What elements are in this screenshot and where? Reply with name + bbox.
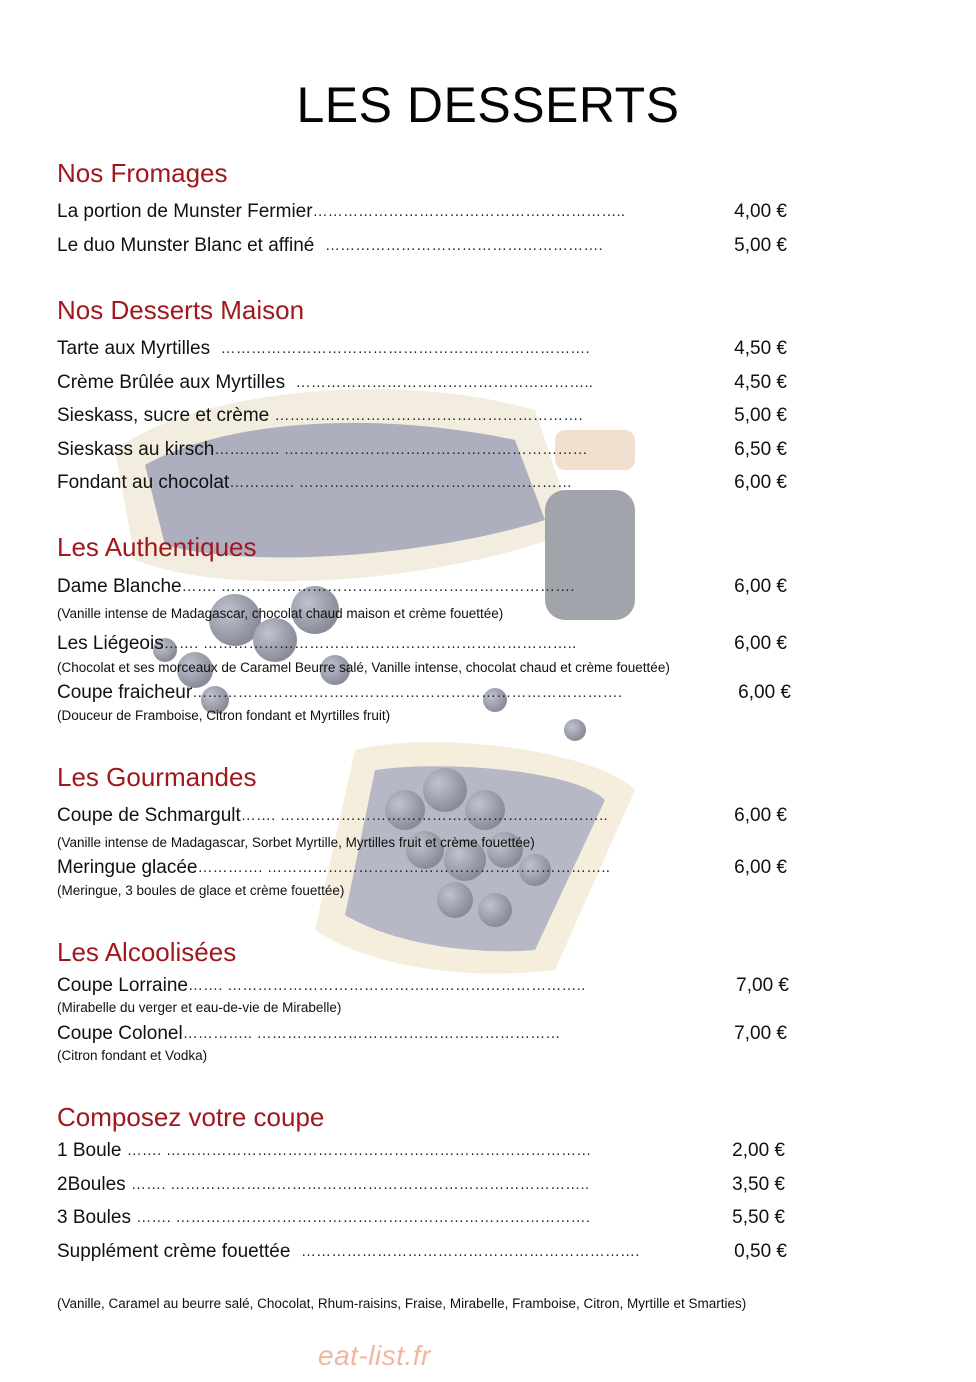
item-description: (Chocolat et ses morceaux de Caramel Beurre salé, Vanille intense, chocolat chaud et crème fouettée)	[57, 660, 670, 675]
item-price: 5,00 €	[734, 235, 787, 256]
menu-item: Tarte aux Myrtilles ……………………………………………………………….	[57, 338, 590, 359]
item-description: (Douceur de Framboise, Citron fondant et Myrtilles fruit)	[57, 708, 391, 723]
item-price: 4,50 €	[734, 372, 787, 393]
item-description: (Vanille intense de Madagascar, chocolat chaud maison et crème fouettée)	[57, 606, 504, 621]
section-heading: Les Authentiques	[57, 532, 257, 562]
item-description: (Citron fondant et Vodka)	[57, 1048, 208, 1063]
item-name: 2Boules	[57, 1174, 126, 1195]
menu-item: Fondant au chocolat…………. ………………………………………………	[57, 472, 573, 493]
menu-item: Les Liégeois……. ………………………………………………………………..	[57, 633, 577, 654]
item-name: Sieskass, sucre et crème	[57, 405, 270, 426]
menu-item: 1 Boule ……. …………………………………………………………………………	[57, 1140, 592, 1161]
watermark-logo: eat-list.fr	[318, 1340, 431, 1371]
menu-item: Le duo Munster Blanc et affiné ……………………………………………….	[57, 235, 603, 256]
menu-item: Sieskass, sucre et crème …………………………………………………….	[57, 405, 583, 426]
menu-item: Crème Brûlée aux Myrtilles …………………………………………………..	[57, 372, 594, 393]
item-price: 6,00 €	[734, 472, 787, 493]
item-name: Coupe Lorraine	[57, 975, 188, 996]
item-description: (Mirabelle du verger et eau-de-vie de Mirabelle)	[57, 1000, 342, 1015]
item-price: 5,50 €	[732, 1207, 785, 1228]
menu-item: Coupe fraicheur………………………………………………………………………….	[57, 682, 623, 703]
item-name: Meringue glacée	[57, 857, 198, 878]
menu-item: 2Boules ……. ………………………………………………………………………..	[57, 1174, 590, 1195]
item-name: 3 Boules	[57, 1207, 131, 1228]
item-name: Le duo Munster Blanc et affiné	[57, 235, 315, 256]
item-name: Sieskass au kirsch	[57, 439, 215, 460]
section-heading: Les Alcoolisées	[57, 937, 237, 967]
item-description: (Vanille intense de Madagascar, Sorbet Myrtille, Myrtilles fruit et crème fouettée)	[57, 835, 535, 850]
item-name: Les Liégeois	[57, 633, 164, 654]
menu-item: Sieskass au kirsch…………. ……………………………………………………	[57, 439, 588, 460]
item-price: 6,00 €	[734, 576, 787, 597]
flavours-note: (Vanille, Caramel au beurre salé, Chocolat, Rhum-raisins, Fraise, Mirabelle, Framboise, Citron, Myrtille et Smarties)	[57, 1296, 747, 1311]
section-heading: Composez votre coupe	[57, 1102, 325, 1132]
section-heading: Nos Fromages	[57, 158, 228, 188]
item-price: 7,00 €	[736, 975, 789, 996]
menu-item: Supplément crème fouettée ………………………………………………………….	[57, 1241, 640, 1262]
item-name: Tarte aux Myrtilles	[57, 338, 211, 359]
item-price: 5,00 €	[734, 405, 787, 426]
item-price: 4,00 €	[734, 201, 787, 222]
item-price: 6,00 €	[734, 633, 787, 654]
item-price: 3,50 €	[732, 1174, 785, 1195]
item-name: La portion de Munster Fermier	[57, 201, 313, 222]
item-name: Fondant au chocolat	[57, 472, 230, 493]
item-price: 6,00 €	[734, 857, 787, 878]
section-heading: Nos Desserts Maison	[57, 295, 305, 325]
item-price: 6,00 €	[734, 805, 787, 826]
item-name: Dame Blanche	[57, 576, 182, 597]
item-price: 6,50 €	[734, 439, 787, 460]
item-price: 2,00 €	[732, 1140, 785, 1161]
section-heading: Les Gourmandes	[57, 762, 257, 792]
menu-item: Coupe Colonel………….. ……………………………………………………	[57, 1023, 561, 1044]
item-name: Coupe de Schmargult	[57, 805, 241, 826]
menu-item: Coupe de Schmargult……. ………………………………………………………..	[57, 805, 608, 826]
item-description: (Meringue, 3 boules de glace et crème fouettée)	[57, 883, 345, 898]
item-name: Supplément crème fouettée	[57, 1241, 291, 1262]
menu-item: 3 Boules ……. ……………………………………………………………………….	[57, 1207, 591, 1228]
item-price: 4,50 €	[734, 338, 787, 359]
item-name: Coupe fraicheur	[57, 682, 193, 703]
menu-item: Coupe Lorraine……. ……………………………………………………………..	[57, 975, 586, 996]
item-price: 7,00 €	[734, 1023, 787, 1044]
item-name: Crème Brûlée aux Myrtilles	[57, 372, 286, 393]
item-name: 1 Boule	[57, 1140, 122, 1161]
page-title: LES DESSERTS	[296, 77, 680, 133]
item-price: 0,50 €	[734, 1241, 787, 1262]
item-name: Coupe Colonel	[57, 1023, 183, 1044]
item-price: 6,00 €	[738, 682, 791, 703]
menu-item: Dame Blanche……. …………………………………………………………….	[57, 576, 575, 597]
menu-item: La portion de Munster Fermier……………………………………………………..	[57, 201, 626, 222]
menu-item: Meringue glacée…………. …………………………………………………………..	[57, 857, 611, 878]
